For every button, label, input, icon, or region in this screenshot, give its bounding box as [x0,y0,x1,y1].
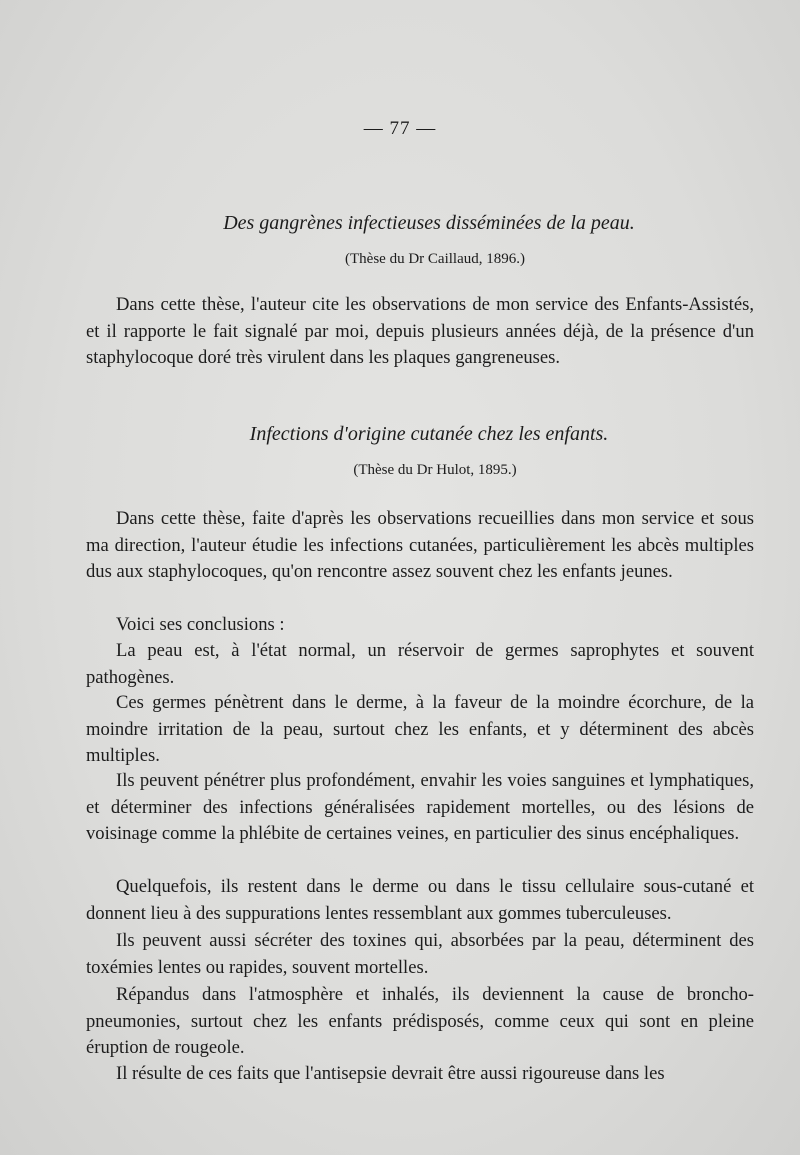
paragraph: Il résulte de ces faits que l'antisepsie devrait être aussi rigoureuse dans les [116,1063,665,1084]
section-title: Infections d'origine cutanée chez les enfants. [249,423,609,445]
paragraph: La peau est, à l'état normal, un réservoir de germes saprophytes et souvent pathogènes. [86,640,754,688]
paragraph: Quelquefois, ils restent dans le derme ou dans le tissu cellulaire sous-cutané et donnent lieu à des suppurations lentes ressemblant aux gommes tuberculeuses. [86,876,754,924]
paragraph: Dans cette thèse, l'auteur cite les observations de mon service des Enfants-Assistés, et il rapporte le fait signalé par moi, depuis plusieurs années déjà, de la présence d'un staphylocoque doré très virulent dans les plaques gangreneuses. [86,294,754,368]
section-source: (Thèse du Dr Hulot, 1895.) [353,462,517,478]
section-heading-infections [86,423,754,479]
section-heading-gangrenes [86,212,754,268]
paragraph: Ils peuvent pénétrer plus profondément, envahir les voies sanguines et lymphatiques, et déterminer des infections généralisées rapidement mortelles, ou des lésions de voisinage comme la phlébite de certaines veines, en particulier des sinus encéphaliques. [86,770,754,844]
paragraph: Ils peuvent aussi sécréter des toxines qui, absorbées par la peau, déterminent des toxémies lentes ou rapides, souvent mortelles. [86,930,754,978]
section-title: Des gangrènes infectieuses disséminées de la peau. [223,212,635,234]
paragraph: Ces germes pénètrent dans le derme, à la faveur de la moindre écorchure, de la moindre irritation de la peau, surtout chez les enfants, et y déterminent des abcès multiples. [86,692,754,766]
paragraph: Répandus dans l'atmosphère et inhalés, ils deviennent la cause de broncho-pneumonies, surtout chez les enfants prédisposés, comme ceux qui sont en pleine éruption de rougeole. [86,984,754,1058]
paragraph: Dans cette thèse, faite d'après les observations recueillies dans mon service et sous ma direction, l'auteur étudie les infections cutanées, particulièrement les abcès multiples dus aux staphylocoques, qu'on rencontre assez souvent chez les enfants jeunes. [86,508,754,582]
paragraph: Voici ses conclusions : [116,614,285,635]
section-source: (Thèse du Dr Caillaud, 1896.) [345,251,525,267]
page-number: — 77 — [363,118,437,139]
